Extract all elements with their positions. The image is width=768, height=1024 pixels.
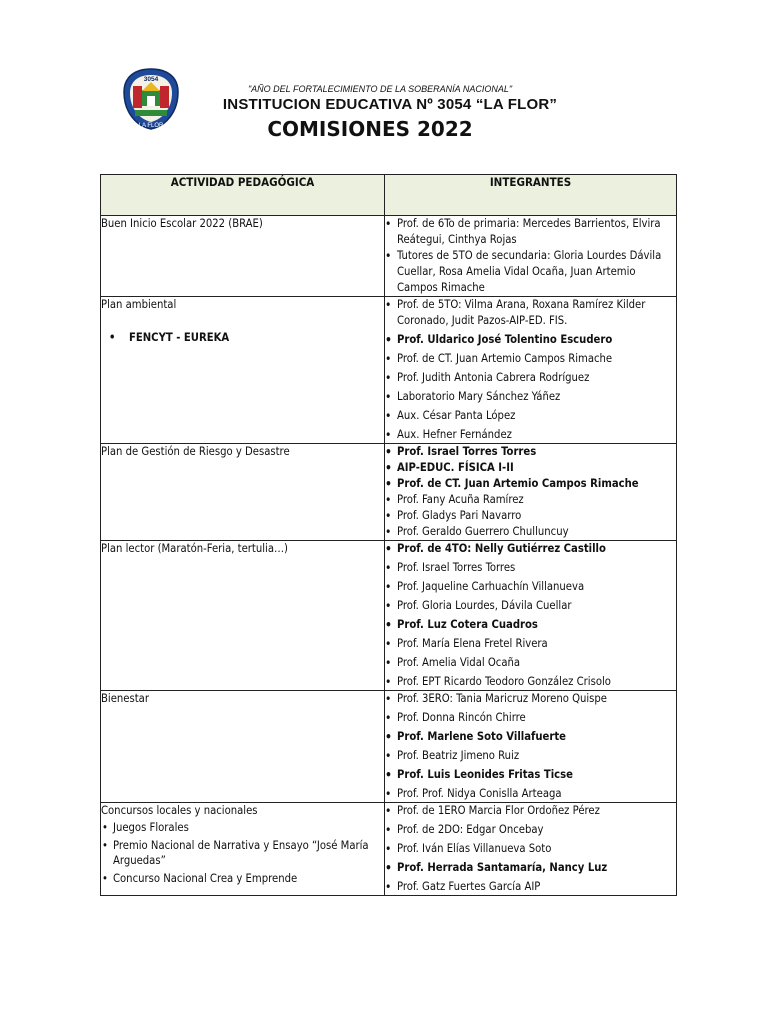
page-title: COMISIONES 2022 [267,117,473,141]
member-item: • Prof. Luis Leonides Fritas Ticse [385,767,676,783]
activity-cell [101,297,385,444]
member-item: • Laboratorio Mary Sánchez Yáñez [385,389,676,405]
member-item: • AIP-EDUC. FÍSICA I-II [385,460,676,476]
commissions-table [100,174,677,896]
member-item: • Aux. César Panta López [385,408,676,424]
activity-name: Plan de Gestión de Riesgo y Desastre [101,445,290,458]
activity-cell [101,444,385,541]
member-item: • Prof. Donna Rincón Chirre [385,710,676,726]
member-item: • Prof. 3ERO: Tania Maricruz Moreno Quispe [385,691,676,707]
table-row [101,444,677,541]
school-name: INSTITUCION EDUCATIVA Nº 3054 “LA FLOR” [222,96,558,113]
table-row [101,691,677,803]
member-item: • Prof. Beatriz Jimeno Ruiz [385,748,676,764]
members-list [385,541,676,690]
column-header-members: INTEGRANTES [385,175,677,216]
logo-caption: LA FLOR [138,123,164,129]
member-item: • Prof. Gloria Lourdes, Dávila Cuellar [385,598,676,614]
table-row [101,297,677,444]
column-header-activity: ACTIVIDAD PEDAGÓGICA [101,175,385,216]
school-logo [121,66,181,132]
activity-items-list [101,820,384,886]
activity-cell [101,803,385,896]
member-item: • Prof. Gatz Fuertes García AIP [385,879,676,895]
table-row [101,216,677,297]
members-cell [385,297,677,444]
members-cell [385,541,677,691]
member-item: • Prof. de 6To de primaria: Mercedes Barrientos, Elvira Reátegui, Cinthya Rojas [385,216,676,248]
activity-name: Buen Inicio Escolar 2022 (BRAE) [101,217,263,230]
member-item: • Prof. de 4TO: Nelly Gutiérrez Castillo [385,541,676,557]
activity-sub-item: • FENCYT - EUREKA [101,330,384,345]
activity-item: • Premio Nacional de Narrativa y Ensayo “José María Arguedas” [101,838,384,868]
member-item: • Prof. Jaqueline Carhuachín Villanueva [385,579,676,595]
members-cell [385,803,677,896]
member-item: • Prof. Fany Acuña Ramírez [385,492,676,508]
members-cell [385,444,677,541]
member-item: • Prof. María Elena Fretel Rivera [385,636,676,652]
member-item: • Prof. Marlene Soto Villafuerte [385,729,676,745]
member-item: • Prof. Prof. Nidya Conislla Arteaga [385,786,676,802]
members-list [385,803,676,895]
logo-number: 3054 [143,76,159,83]
member-item: • Tutores de 5TO de secundaria: Gloria Lourdes Dávila Cuellar, Rosa Amelia Vidal Ocaña, Juan Artemio Campos Rimache [385,248,676,296]
member-item: • Prof. de 5TO: Vilma Arana, Roxana Ramírez Kilder Coronado, Judit Pazos-AIP-ED. FIS. [385,297,676,329]
national-motto: "AÑO DEL FORTALECIMIENTO DE LA SOBERANÍA NACIONAL" [247,84,513,94]
activity-item: • Juegos Florales [101,820,384,835]
member-item: • Prof. Israel Torres Torres [385,444,676,460]
members-list [385,216,676,296]
member-item: • Prof. Herrada Santamaría, Nancy Luz [385,860,676,876]
member-item: • Prof. Geraldo Guerrero Chulluncuy [385,524,676,540]
member-item: • Prof. de CT. Juan Artemio Campos Rimache [385,351,676,367]
activity-cell [101,541,385,691]
member-item: • Prof. Uldarico José Tolentino Escudero [385,332,676,348]
members-cell [385,691,677,803]
activity-name: Concursos locales y nacionales [101,804,258,817]
member-item: • Prof. EPT Ricardo Teodoro González Crisolo [385,674,676,690]
member-item: • Prof. Luz Cotera Cuadros [385,617,676,633]
members-list [385,444,676,540]
table-row [101,803,677,896]
member-item: • Prof. Iván Elías Villanueva Soto [385,841,676,857]
member-item: • Prof. de CT. Juan Artemio Campos Rimache [385,476,676,492]
members-cell [385,216,677,297]
table-header-row [101,175,677,216]
member-item: • Prof. Judith Antonia Cabrera Rodríguez [385,370,676,386]
members-list [385,297,676,443]
member-item: • Prof. de 1ERO Marcia Flor Ordoñez Pérez [385,803,676,819]
activity-item: • Concurso Nacional Crea y Emprende [101,871,384,886]
table-row [101,541,677,691]
members-list [385,691,676,802]
activity-name: Plan ambiental [101,298,177,311]
activity-name: Bienestar [101,692,149,705]
member-item: • Prof. Gladys Pari Navarro [385,508,676,524]
activity-cell [101,216,385,297]
activity-cell [101,691,385,803]
activity-name: Plan lector (Maratón-Feria, tertulia…) [101,542,288,555]
member-item: • Prof. Amelia Vidal Ocaña [385,655,676,671]
member-item: • Aux. Hefner Fernández [385,427,676,443]
member-item: • Prof. de 2DO: Edgar Oncebay [385,822,676,838]
member-item: • Prof. Israel Torres Torres [385,560,676,576]
